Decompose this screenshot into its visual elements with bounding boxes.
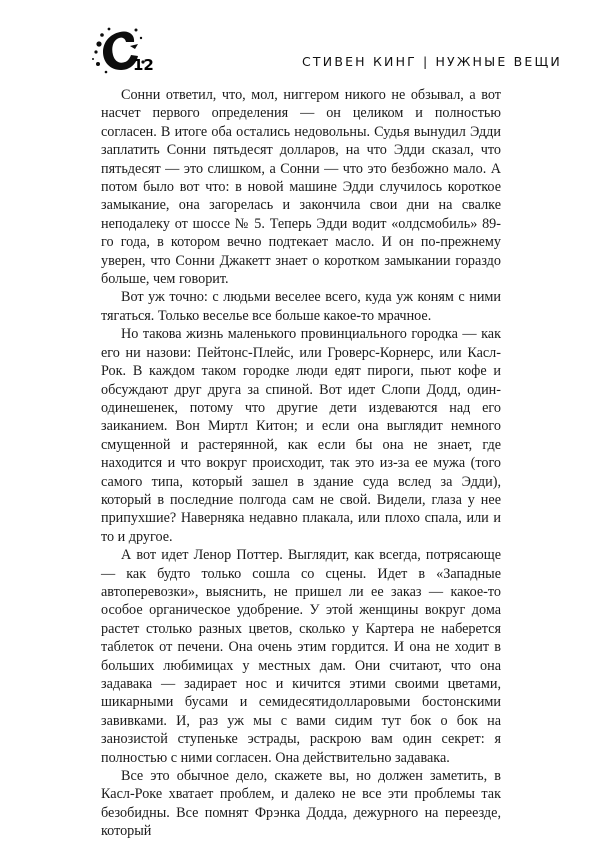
paragraph: Сонни ответил, что, мол, ниггером никого не обзывал, а вот насчет первого определения — он целиком и полностью согласен. В итоге оба остались недовольны. Судья вынудил Эдди заплатить Сонни пятьдесят долларов, на что Эдди сказал, что пятьдесят — это слишком, а Сонни — что это безбожно мало. А потом было вот что: в новой машине Эдди случилось короткое замыкание, она загорелась и закончила свои дни на свалке неподалеку от шоссе № 5. Теперь Эдди водит «олдсмобиль» 89-го года, в котором вечно подтекает масло. И он по-прежнему уверен, что Сонни Джакетт знает о коротком замыкании гораздо больше, чем говорит. (101, 87, 501, 288)
paragraph: А вот идет Ленор Поттер. Выглядит, как всегда, потрясающе — как будто только сошла со сцены. Идет в «Западные автоперевозки», выяснить, не пришел ли ее заказ — какое-то особое органическое удобрение. У этой женщины вокруг дома растет столько разных цветов, сколько у Картера не наберется таблеток от печени. Она очень этим гордится. И она не ходит в больших любимицах у местных дам. Они считают, что она задавака — задирает нос и кичится этими своими цветами, шикарными бусами и семидесятидолларовыми бостонскими завивками. И, раз уж мы с вами сидим тут бок о бок на занозистой ступеньке эстрады, раскрою вам один секрет: я полностью с ними согласен. Она действительно задавака. (101, 547, 501, 766)
paragraph: Но такова жизнь маленького провинциального городка — как его ни назови: Пейтонс-Плейс, или Гроверс-Корнерс, или Касл-Рок. В каждом таком городке люди едят пироги, пьют кофе и обсуждают друг друга за спиной. Вот идет Слопи Додд, один-одинешенек, потому что другие дети издеваются над его заиканием. Вон Миртл Китон; и если она выглядит немного смущенной и растерянной, как если бы она не знает, где находится и что вокруг происходит, так это из-за ее мужа (того самого типа, который зашел в здание суда вслед за Эдди), который в последние полгода сам не свой. Видели, глаза у нее припухшие? Наверняка недавно плакала, или плохо спала, или и то и другое. (101, 326, 501, 545)
body-text (101, 86, 501, 841)
running-header-title: НУЖНЫЕ ВЕЩИ (435, 54, 562, 69)
paragraph: Все это обычное дело, скажете вы, но должен заметить, в Касл-Роке хватает проблем, и далеко не все эти проблемы так безобидны. Все помнят Фрэнка Додда, дежурного на переезде, который (101, 768, 501, 840)
running-header (302, 54, 562, 69)
paragraph: Вот уж точно: с людьми веселее всего, куда уж коням с ними тягаться. Только веселье все больше какое-то мрачное. (101, 289, 501, 324)
running-header-author: СТИВЕН КИНГ (302, 54, 418, 69)
page-number: 12 (133, 56, 154, 74)
running-header-separator: | (423, 54, 430, 69)
page-header (0, 0, 600, 90)
